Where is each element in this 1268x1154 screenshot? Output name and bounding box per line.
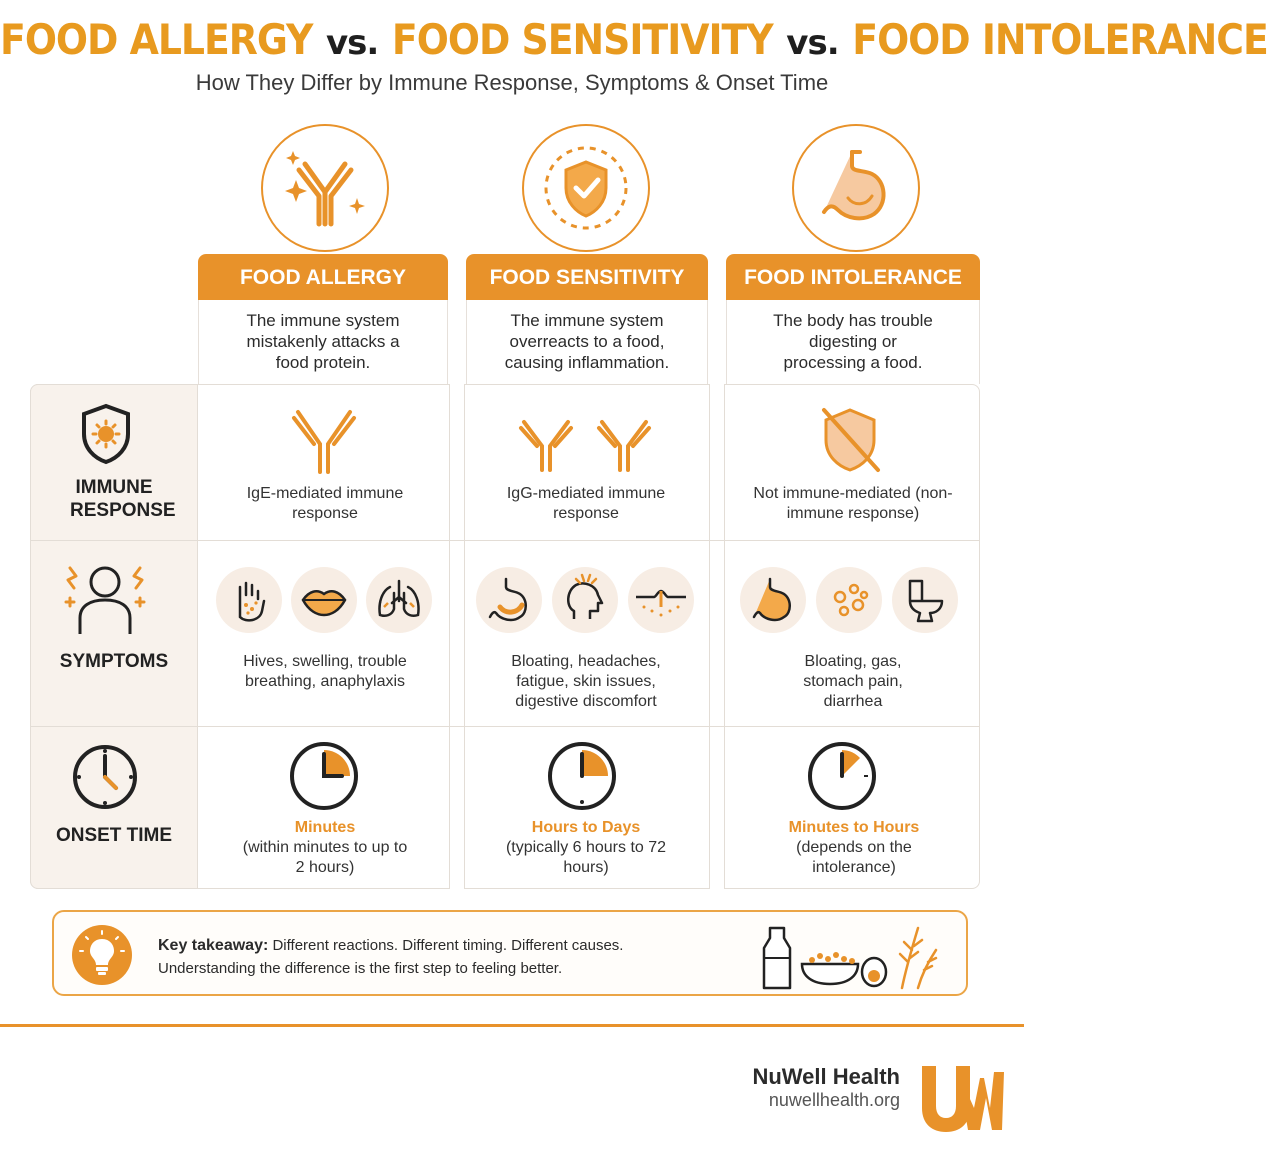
onset-food-allergy: [240, 818, 410, 878]
hand-hives-icon: [216, 567, 282, 633]
symptoms-food-allergy: Hives, swelling, trouble breathing, anaphylaxis: [243, 653, 407, 690]
immune-response-food-sensitivity: IgG-mediated immune response: [506, 485, 666, 522]
takeaway-text: [158, 934, 623, 980]
column-header-food-allergy: FOOD ALLERGY: [198, 254, 448, 300]
onset-food-sensitivity: [500, 818, 672, 878]
onset-detail: (depends on the intolerance): [796, 839, 912, 876]
foods-illustration-icon: [762, 918, 942, 992]
description-food-sensitivity: The immune system overreacts to a food, causing inflammation.: [466, 300, 708, 384]
column-header-food-sensitivity: FOOD SENSITIVITY: [466, 254, 708, 300]
row-label-onset-time: ONSET TIME: [55, 825, 173, 846]
antibody-icon: [261, 124, 389, 252]
gas-bubbles-icon: [816, 567, 882, 633]
key-takeaway-box: [52, 910, 968, 996]
onset-label-minutes-to-hours: Minutes to Hours: [788, 819, 920, 836]
takeaway-line2: Understanding the difference is the first step to feeling better.: [158, 960, 563, 977]
symptoms-food-intolerance: Bloating, gas, stomach pain, diarrhea: [803, 653, 903, 710]
stomach-icon: [740, 567, 806, 633]
onset-food-intolerance: [760, 818, 948, 878]
description-food-allergy: The immune system mistakenly attacks a food protein.: [198, 300, 448, 384]
ige-antibody-icon: [290, 406, 358, 476]
footer-divider: [0, 1024, 1024, 1027]
symptoms-food-sensitivity: Bloating, headaches, fatigue, skin issues, digestive discomfort: [511, 653, 661, 710]
shield-virus-icon: [78, 402, 134, 466]
stomach-icon: [792, 124, 920, 252]
row-label-immune-response: IMMUNE RESPONSE: [70, 477, 176, 521]
row-label-symptoms: SYMPTOMS: [59, 651, 169, 672]
title-vs: vs.: [786, 23, 839, 63]
skin-icon: [628, 567, 694, 633]
clock-icon: [70, 742, 140, 812]
shield-crossed-icon: [816, 404, 884, 474]
headache-icon: [552, 567, 618, 633]
onset-detail: (within minutes to up to 2 hours): [242, 839, 408, 876]
title-vs: vs.: [325, 23, 379, 63]
title-food-allergy: FOOD ALLERGY: [0, 15, 313, 64]
stomach-icon: [476, 567, 542, 633]
person-reaction-icon: [60, 562, 150, 638]
lungs-icon: [366, 567, 432, 633]
brand-url[interactable]: nuwellhealth.org: [768, 1090, 900, 1110]
takeaway-label: Key takeaway:: [158, 937, 269, 954]
immune-response-food-intolerance: Not immune-mediated (non-immune response): [753, 485, 953, 522]
igg-antibody-icon: [518, 416, 574, 472]
page-subtitle: How They Differ by Immune Response, Symptoms & Onset Time: [195, 70, 829, 95]
brand-name: NuWell Health: [752, 1064, 900, 1089]
lips-icon: [291, 567, 357, 633]
igg-antibody-icon: [596, 416, 652, 472]
onset-label-minutes: Minutes: [294, 819, 356, 836]
clock-minutes-hours-icon: [806, 740, 878, 812]
description-food-intolerance: The body has trouble digesting or processing a food.: [726, 300, 980, 384]
title-food-sensitivity: FOOD SENSITIVITY: [391, 15, 773, 64]
nuwell-logo: [918, 1062, 1004, 1134]
onset-detail: (typically 6 hours to 72 hours): [505, 839, 667, 876]
shield-check-icon: [522, 124, 650, 252]
takeaway-line1: Different reactions. Different timing. Different causes.: [272, 937, 624, 954]
toilet-icon: [892, 567, 958, 633]
column-header-food-intolerance: FOOD INTOLERANCE: [726, 254, 980, 300]
immune-response-food-allergy: IgE-mediated immune response: [246, 485, 404, 522]
clock-minutes-icon: [288, 740, 360, 812]
clock-hours-days-icon: [546, 740, 618, 812]
page-title: [0, 12, 1268, 71]
title-food-intolerance: FOOD INTOLERANCE: [852, 15, 1268, 64]
onset-label-hours-to-days: Hours to Days: [531, 819, 641, 836]
lightbulb-icon: [72, 925, 132, 985]
